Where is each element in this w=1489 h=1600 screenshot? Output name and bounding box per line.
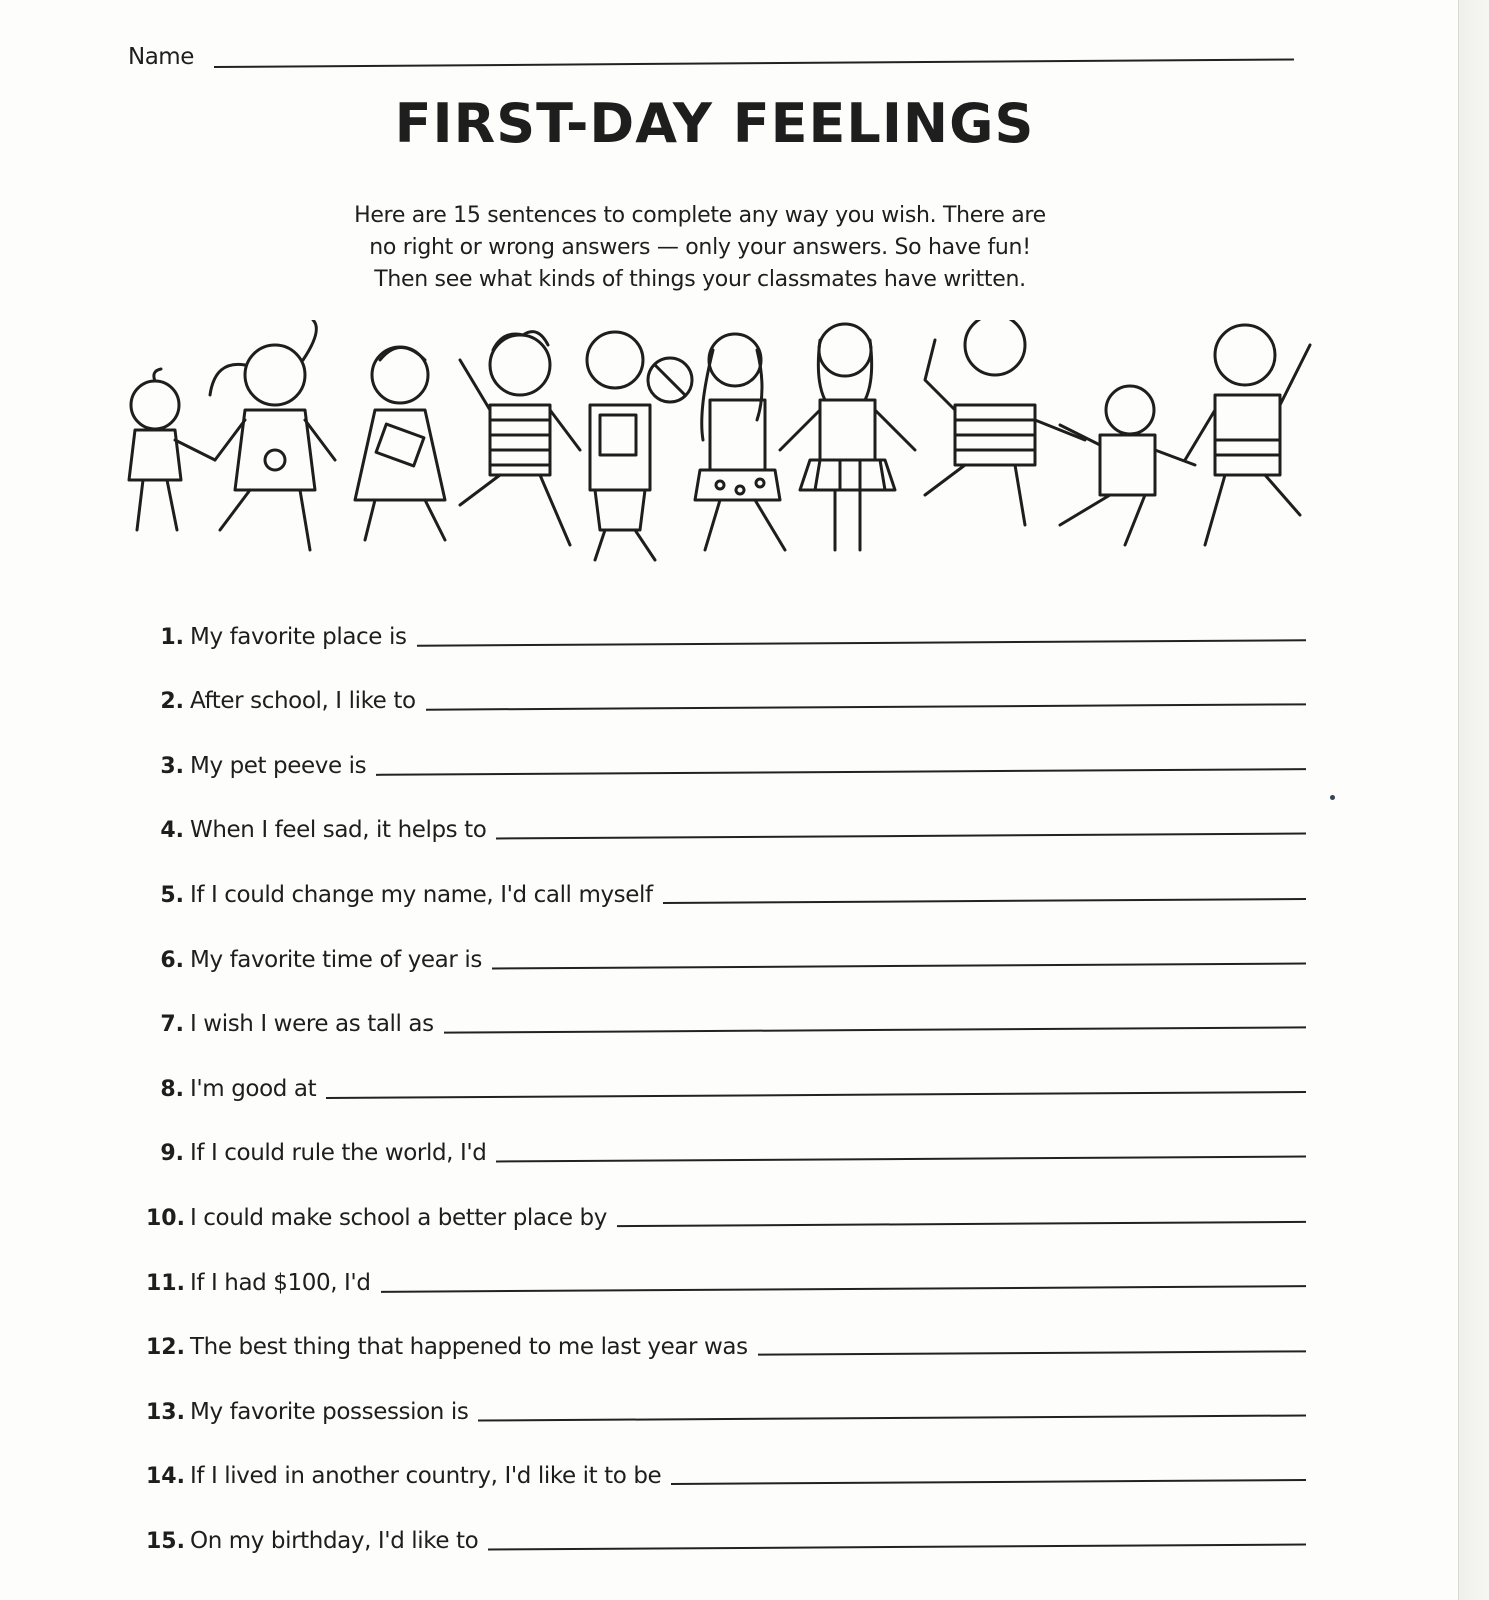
question-row[interactable] bbox=[146, 585, 1306, 650]
question-row[interactable] bbox=[146, 1037, 1306, 1102]
question-number: 4. bbox=[160, 818, 184, 844]
page-edge bbox=[1458, 0, 1489, 1600]
answer-line[interactable] bbox=[671, 1479, 1306, 1485]
answer-line[interactable] bbox=[376, 768, 1306, 776]
ink-speck bbox=[1330, 795, 1335, 800]
question-prompt: I could make school a better place by bbox=[190, 1204, 607, 1231]
name-label: Name bbox=[128, 44, 194, 70]
question-number: 2. bbox=[160, 689, 184, 715]
question-row[interactable] bbox=[146, 908, 1306, 973]
question-number: 10. bbox=[146, 1205, 185, 1231]
answer-line[interactable] bbox=[426, 703, 1306, 710]
intro-line: Then see what kinds of things your classmates have written. bbox=[374, 267, 1026, 292]
question-row[interactable] bbox=[146, 779, 1306, 844]
answer-line[interactable] bbox=[496, 833, 1306, 840]
answer-line[interactable] bbox=[444, 1027, 1306, 1034]
answer-line[interactable] bbox=[496, 1156, 1306, 1163]
question-prompt: If I lived in another country, I'd like it to be bbox=[190, 1463, 662, 1490]
answer-line[interactable] bbox=[758, 1350, 1306, 1355]
question-number: 11. bbox=[146, 1270, 185, 1296]
question-prompt: After school, I like to bbox=[190, 688, 416, 715]
question-number: 1. bbox=[160, 624, 184, 650]
intro-paragraph bbox=[250, 200, 1150, 296]
question-number: 9. bbox=[160, 1141, 184, 1167]
answer-line[interactable] bbox=[417, 639, 1306, 646]
answer-line[interactable] bbox=[478, 1414, 1306, 1421]
question-row[interactable] bbox=[146, 1166, 1306, 1231]
question-prompt: If I could change my name, I'd call myself bbox=[190, 881, 653, 908]
name-row bbox=[128, 38, 1294, 78]
question-row[interactable] bbox=[146, 1102, 1306, 1167]
question-number: 5. bbox=[160, 882, 184, 908]
question-number: 15. bbox=[146, 1528, 185, 1554]
page-title: FIRST-DAY FEELINGS bbox=[394, 92, 1035, 155]
question-number: 3. bbox=[160, 753, 184, 779]
question-prompt: On my birthday, I'd like to bbox=[190, 1527, 479, 1554]
question-prompt: When I feel sad, it helps to bbox=[190, 817, 487, 844]
answer-line[interactable] bbox=[488, 1543, 1306, 1550]
children-parade-icon bbox=[125, 320, 1335, 580]
question-number: 8. bbox=[160, 1076, 184, 1102]
question-prompt: My favorite time of year is bbox=[190, 946, 482, 973]
question-row[interactable] bbox=[146, 1489, 1306, 1554]
question-row[interactable] bbox=[146, 1231, 1306, 1296]
questions-list bbox=[146, 585, 1306, 1554]
question-prompt: My pet peeve is bbox=[190, 752, 367, 779]
question-number: 14. bbox=[146, 1464, 185, 1490]
name-line bbox=[214, 58, 1294, 68]
question-row[interactable] bbox=[146, 1425, 1306, 1490]
intro-line: no right or wrong answers — only your answers. So have fun! bbox=[369, 235, 1031, 260]
question-row[interactable] bbox=[146, 843, 1306, 908]
answer-line[interactable] bbox=[617, 1221, 1306, 1227]
question-prompt: I'm good at bbox=[190, 1075, 317, 1102]
question-row[interactable] bbox=[146, 973, 1306, 1038]
question-row[interactable] bbox=[146, 650, 1306, 715]
question-prompt: The best thing that happened to me last year was bbox=[190, 1334, 748, 1361]
question-row[interactable] bbox=[146, 1360, 1306, 1425]
question-row[interactable] bbox=[146, 714, 1306, 779]
question-prompt: If I had $100, I'd bbox=[190, 1269, 371, 1296]
answer-line[interactable] bbox=[381, 1285, 1306, 1293]
question-number: 7. bbox=[160, 1012, 184, 1038]
question-prompt: My favorite place is bbox=[190, 623, 407, 650]
question-prompt: If I could rule the world, I'd bbox=[190, 1140, 487, 1167]
question-prompt: My favorite possession is bbox=[190, 1398, 469, 1425]
answer-line[interactable] bbox=[326, 1091, 1306, 1099]
question-row[interactable] bbox=[146, 1296, 1306, 1361]
intro-line: Here are 15 sentences to complete any way you wish. There are bbox=[354, 203, 1046, 228]
question-prompt: I wish I were as tall as bbox=[190, 1011, 434, 1038]
question-number: 12. bbox=[146, 1335, 185, 1361]
question-number: 13. bbox=[146, 1399, 185, 1425]
question-number: 6. bbox=[160, 947, 184, 973]
answer-line[interactable] bbox=[663, 898, 1306, 904]
answer-line[interactable] bbox=[492, 962, 1306, 969]
